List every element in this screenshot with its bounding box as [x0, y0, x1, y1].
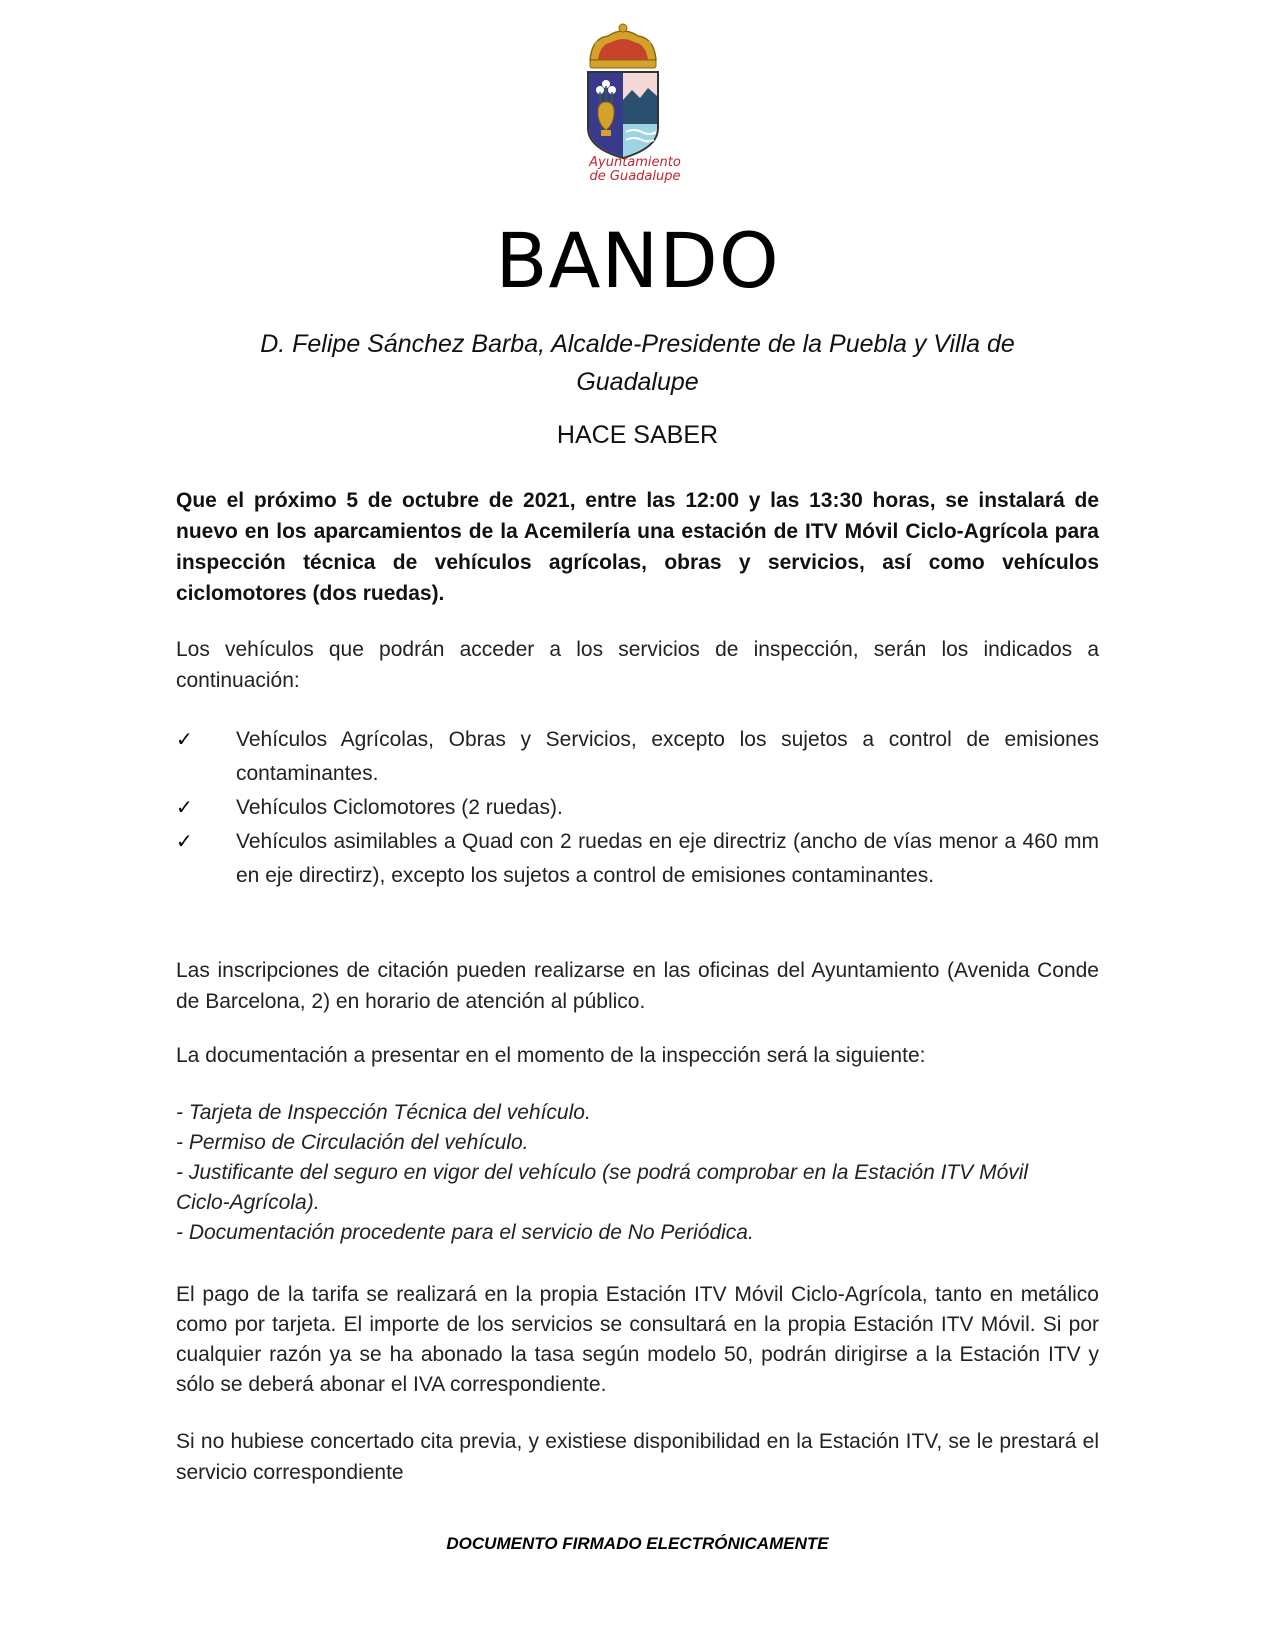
signature-footer: DOCUMENTO FIRMADO ELECTRÓNICAMENTE [446, 1534, 829, 1553]
document-title: BANDO [495, 216, 780, 305]
crest-caption [540, 156, 730, 184]
crest-caption-line: de Guadalupe [589, 169, 681, 184]
access-paragraph: Los vehículos que podrán acceder a los servicios de inspección, serán los indicados a continuación: [176, 638, 1099, 692]
list-item [176, 825, 1099, 893]
announcement-heading: HACE SABER [556, 421, 719, 449]
list-item: - Tarjeta de Inspección Técnica del vehículo. [176, 1101, 591, 1124]
check-icon: ✓ [176, 729, 193, 751]
list-item-text: Vehículos Agrícolas, Obras y Servicios, excepto los sujetos a control de emisiones contaminantes. [236, 728, 1099, 785]
mayor-heading: D. Felipe Sánchez Barba, Alcalde-Presidente de la Puebla y Villa de Guadalupe [260, 330, 1015, 396]
documents-list [176, 1098, 1076, 1248]
payment-paragraph: El pago de la tarifa se realizará en la propia Estación ITV Móvil Ciclo-Agrícola, tanto en metálico como por tarjeta. El importe de los servicios se consultará en la propia Estación ITV Móvil. Si por cualquier razón ya se ha abonado la tasa según modelo 50, podrán dirigirse a la Estación ITV y sólo se deberá abonar el IVA correspondiente. [176, 1283, 1099, 1396]
shield-icon [588, 72, 658, 158]
vehicle-list [176, 723, 1099, 893]
list-item: - Documentación procedente para el servicio de No Periódica. [176, 1221, 754, 1244]
list-item: - Justificante del seguro en vigor del vehículo (se podrá comprobar en la Estación ITV Móvil Ciclo-Agrícola). [176, 1161, 1029, 1214]
list-item [176, 791, 1099, 825]
coat-of-arms-logo [568, 20, 678, 170]
list-item-text: Vehículos asimilables a Quad con 2 ruedas en eje directriz (ancho de vías menor a 460 mm en eje directirz), excepto los sujetos a control de emisiones contaminantes. [236, 830, 1099, 887]
check-icon: ✓ [176, 797, 193, 819]
crown-icon [590, 24, 656, 68]
list-item-text: Vehículos Ciclomotores (2 ruedas). [236, 796, 563, 819]
documents-intro-paragraph: La documentación a presentar en el momento de la inspección será la siguiente: [176, 1044, 926, 1067]
check-icon: ✓ [176, 831, 193, 853]
crest-caption-line: Ayuntamiento [589, 155, 681, 170]
intro-paragraph: Que el próximo 5 de octubre de 2021, entre las 12:00 y las 13:30 horas, se instalará de nuevo en los aparcamientos de la Acemilería una estación de ITV Móvil Ciclo-Agrícola para inspección técnica de vehículos agrícolas, obras y servicios, así como vehículos ciclomotores (dos ruedas). [176, 489, 1099, 605]
inscriptions-paragraph: Las inscripciones de citación pueden realizarse en las oficinas del Ayuntamiento (Avenida Conde de Barcelona, 2) en horario de atención al público. [176, 959, 1099, 1013]
list-item [176, 723, 1099, 791]
list-item: - Permiso de Circulación del vehículo. [176, 1131, 529, 1154]
no-appointment-paragraph: Si no hubiese concertado cita previa, y existiese disponibilidad en la Estación ITV, se le prestará el servicio correspondiente [176, 1430, 1099, 1484]
